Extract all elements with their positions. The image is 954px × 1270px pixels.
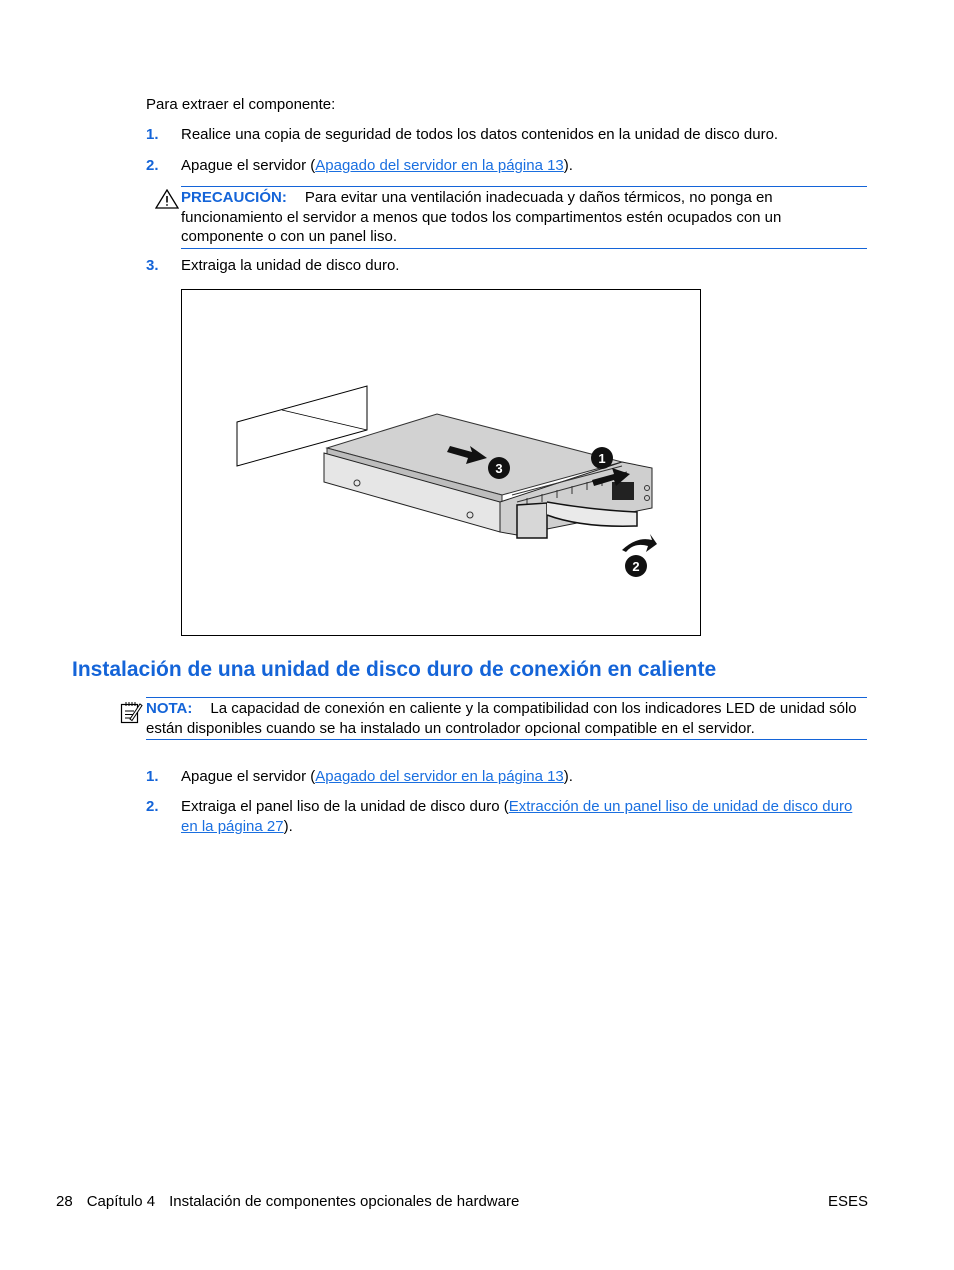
page-footer <box>56 1192 868 1212</box>
link-extraccion-panel[interactable]: Extracción de un panel liso de unidad de disco duro en la página 27 <box>181 798 853 835</box>
drive-illustration <box>182 290 700 635</box>
list-item <box>146 256 868 276</box>
note-icon <box>119 700 143 730</box>
step-number: 2. <box>146 157 159 174</box>
svg-text:2: 2 <box>632 559 640 574</box>
svg-text:3: 3 <box>495 461 503 476</box>
note-label: NOTA: <box>146 700 193 717</box>
page-number: 28 <box>56 1193 73 1210</box>
section-title: Instalación de una unidad de disco duro de conexión en caliente <box>72 658 717 681</box>
intro-text: Para extraer el componente: <box>146 96 336 113</box>
list-item <box>146 125 868 145</box>
chapter-label: Capítulo 4 <box>86 1193 156 1210</box>
caution-text: Para evitar una ventilación inadecuada y daños térmicos, no ponga en funcionamiento el servidor a menos que todos los compartimentos estén ocupados con un componente o con un panel liso. <box>181 189 782 245</box>
step-number: 2. <box>146 798 159 815</box>
note-text: La capacidad de conexión en caliente y la compatibilidad con los indicadores LED de unidad sólo están disponibles cuando se ha instalado un controlador opcional compatible en el servidor. <box>146 700 857 737</box>
locale-code: ESES <box>827 1193 868 1210</box>
chapter-title: Instalación de componentes opcionales de hardware <box>169 1193 520 1210</box>
note-box <box>146 697 867 740</box>
link-apagado-servidor[interactable]: Apagado del servidor en la página 13 <box>315 157 564 174</box>
step-number: 1. <box>146 768 159 785</box>
svg-text:1: 1 <box>598 451 606 466</box>
step-text: Realice una copia de seguridad de todos los datos contenidos en la unidad de disco duro. <box>181 126 779 143</box>
warning-icon <box>155 189 179 215</box>
step-text: Extraiga el panel liso de la unidad de disco duro (Extracción de un panel liso de unidad de disco duro en la página 27). <box>181 798 853 835</box>
caution-box <box>181 186 867 249</box>
step-text: Apague el servidor (Apagado del servidor en la página 13). <box>181 768 573 785</box>
caution-label: PRECAUCIÓN: <box>181 189 287 206</box>
list-item <box>146 156 868 176</box>
link-apagado-servidor[interactable]: Apagado del servidor en la página 13 <box>315 768 564 785</box>
step-number: 3. <box>146 257 159 274</box>
callout-2 <box>625 555 647 577</box>
step-number: 1. <box>146 126 159 143</box>
callout-3 <box>488 457 510 479</box>
drive-removal-figure <box>181 289 701 636</box>
callout-1 <box>591 447 613 469</box>
step-text: Extraiga la unidad de disco duro. <box>181 257 400 274</box>
list-item <box>146 797 868 836</box>
step-text: Apague el servidor (Apagado del servidor en la página 13). <box>181 157 573 174</box>
list-item <box>146 767 868 787</box>
